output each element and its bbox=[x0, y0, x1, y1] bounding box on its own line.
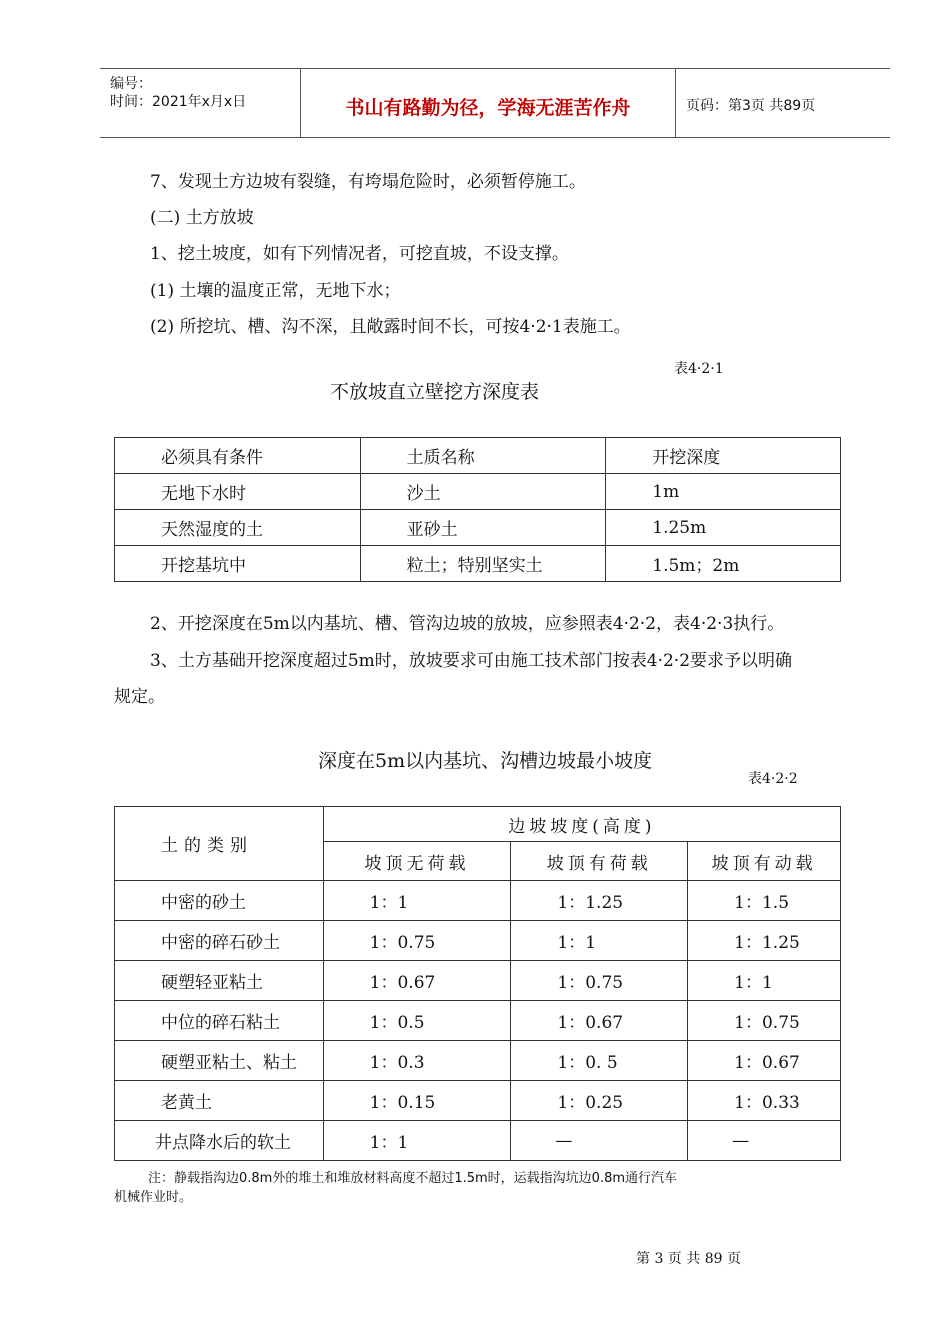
table1-title: 不放坡直立壁挖方深度表 bbox=[330, 381, 540, 403]
table-cell: 硬塑轻亚粘土 bbox=[115, 961, 324, 1001]
table-row bbox=[115, 1121, 841, 1161]
table-cell: 1：1.25 bbox=[511, 881, 688, 921]
condition-1: (1) 土壤的温度正常，无地下水； bbox=[150, 281, 401, 301]
page-header bbox=[100, 68, 890, 138]
table-row bbox=[115, 881, 841, 921]
table-header-group: 边坡坡度(高度) bbox=[323, 807, 840, 842]
table-cell: 1：0.3 bbox=[323, 1041, 511, 1081]
header-page-cell bbox=[676, 69, 890, 137]
table-row bbox=[115, 1081, 841, 1121]
paragraph-3: 3、土方基础开挖深度超过5m时，放坡要求可由施工技术部门按表4·2·2要求予以明确 bbox=[150, 651, 793, 671]
table-cell: 1：0.67 bbox=[511, 1001, 688, 1041]
paragraph-7: 7、发现土方边坡有裂缝，有垮塌危险时，必须暂停施工。 bbox=[150, 172, 586, 192]
table1 bbox=[114, 437, 841, 582]
table-row bbox=[115, 474, 841, 510]
table-header-cell: 开挖深度 bbox=[606, 438, 841, 474]
table-cell: 1：0.33 bbox=[688, 1081, 841, 1121]
table-cell: — bbox=[511, 1121, 688, 1161]
table-cell: 中密的砂土 bbox=[115, 881, 324, 921]
number-label: 编号： bbox=[110, 76, 152, 92]
header-motto-cell bbox=[301, 69, 676, 137]
table-cell: 1：1.5 bbox=[688, 881, 841, 921]
table-row bbox=[115, 1041, 841, 1081]
table-subheader-cell: 坡顶无荷载 bbox=[323, 842, 511, 881]
paragraph-2: 2、开挖深度在5m以内基坑、槽、管沟边坡的放坡，应参照表4·2·2，表4·2·3执行。 bbox=[150, 614, 785, 634]
table2-title: 深度在5m以内基坑、沟槽边坡最小坡度 bbox=[318, 750, 653, 772]
table-cell: 无地下水时 bbox=[115, 474, 361, 510]
table-cell: 1.5m；2m bbox=[606, 546, 841, 582]
table-cell: 1：0.15 bbox=[323, 1081, 511, 1121]
table-cell: 中密的碎石砂土 bbox=[115, 921, 324, 961]
paragraph-1: 1、挖土坡度，如有下列情况者，可挖直坡，不设支撑。 bbox=[150, 244, 569, 264]
table2 bbox=[114, 806, 841, 1161]
table-cell: 1：0.75 bbox=[323, 921, 511, 961]
table-cell: 1：0.67 bbox=[688, 1041, 841, 1081]
table-cell: 开挖基坑中 bbox=[115, 546, 361, 582]
time-label: 时间：2021年x月x日 bbox=[110, 94, 247, 110]
table-cell: 1：0.75 bbox=[688, 1001, 841, 1041]
table-cell: 硬塑亚粘土、粘土 bbox=[115, 1041, 324, 1081]
table-cell: 老黄土 bbox=[115, 1081, 324, 1121]
table1-label: 表4·2·1 bbox=[674, 361, 724, 377]
table-subheader-cell: 坡顶有动载 bbox=[688, 842, 841, 881]
table-cell: 1：0.67 bbox=[323, 961, 511, 1001]
page-footer: 第 3 页 共 89 页 bbox=[636, 1251, 741, 1267]
table-header-cell: 必须具有条件 bbox=[115, 438, 361, 474]
table-cell: 井点降水后的软土 bbox=[115, 1121, 324, 1161]
table-cell: 中位的碎石粘土 bbox=[115, 1001, 324, 1041]
table-row bbox=[115, 510, 841, 546]
table2-label: 表4·2·2 bbox=[748, 771, 798, 787]
table-row bbox=[115, 921, 841, 961]
table-cell: 1：1 bbox=[323, 1121, 511, 1161]
table-note-line2: 机械作业时。 bbox=[114, 1190, 193, 1205]
table-cell: 1：1 bbox=[511, 921, 688, 961]
table-row bbox=[115, 1001, 841, 1041]
table-cell: 1：1.25 bbox=[688, 921, 841, 961]
table-cell: 1：0.5 bbox=[323, 1001, 511, 1041]
table-header-row bbox=[115, 807, 841, 842]
table-row bbox=[115, 961, 841, 1001]
table-subheader-cell: 坡顶有荷载 bbox=[511, 842, 688, 881]
condition-2: (2) 所挖坑、槽、沟不深，且敞露时间不长，可按4·2·1表施工。 bbox=[150, 317, 631, 337]
header-meta bbox=[100, 69, 301, 137]
table-header-row bbox=[115, 438, 841, 474]
page-label: 页码：第3页 共89页 bbox=[686, 98, 816, 114]
table-cell: 沙土 bbox=[360, 474, 606, 510]
motto: 书山有路勤为径，学海无涯苦作舟 bbox=[345, 97, 631, 119]
table-cell: 天然湿度的土 bbox=[115, 510, 361, 546]
table-cell: 1：0.25 bbox=[511, 1081, 688, 1121]
table-cell: 1：1 bbox=[688, 961, 841, 1001]
table-cell: 1：0. 5 bbox=[511, 1041, 688, 1081]
table-cell: 粒土；特别坚实土 bbox=[360, 546, 606, 582]
paragraph-3-cont: 规定。 bbox=[114, 687, 165, 707]
table-cell: 1.25m bbox=[606, 510, 841, 546]
table-cell: 亚砂土 bbox=[360, 510, 606, 546]
table-note-line1: 注：静载指沟边0.8m外的堆土和堆放材料高度不超过1.5m时，运载指沟坑边0.8m通行汽车 bbox=[148, 1171, 678, 1186]
table-cell: 1m bbox=[606, 474, 841, 510]
table-row bbox=[115, 546, 841, 582]
table-cell: 1：1 bbox=[323, 881, 511, 921]
table-cell: — bbox=[688, 1121, 841, 1161]
section-heading: (二) 土方放坡 bbox=[150, 208, 254, 228]
table-cell: 1：0.75 bbox=[511, 961, 688, 1001]
table-header-cell: 土的类别 bbox=[115, 807, 324, 881]
table-header-cell: 土质名称 bbox=[360, 438, 606, 474]
